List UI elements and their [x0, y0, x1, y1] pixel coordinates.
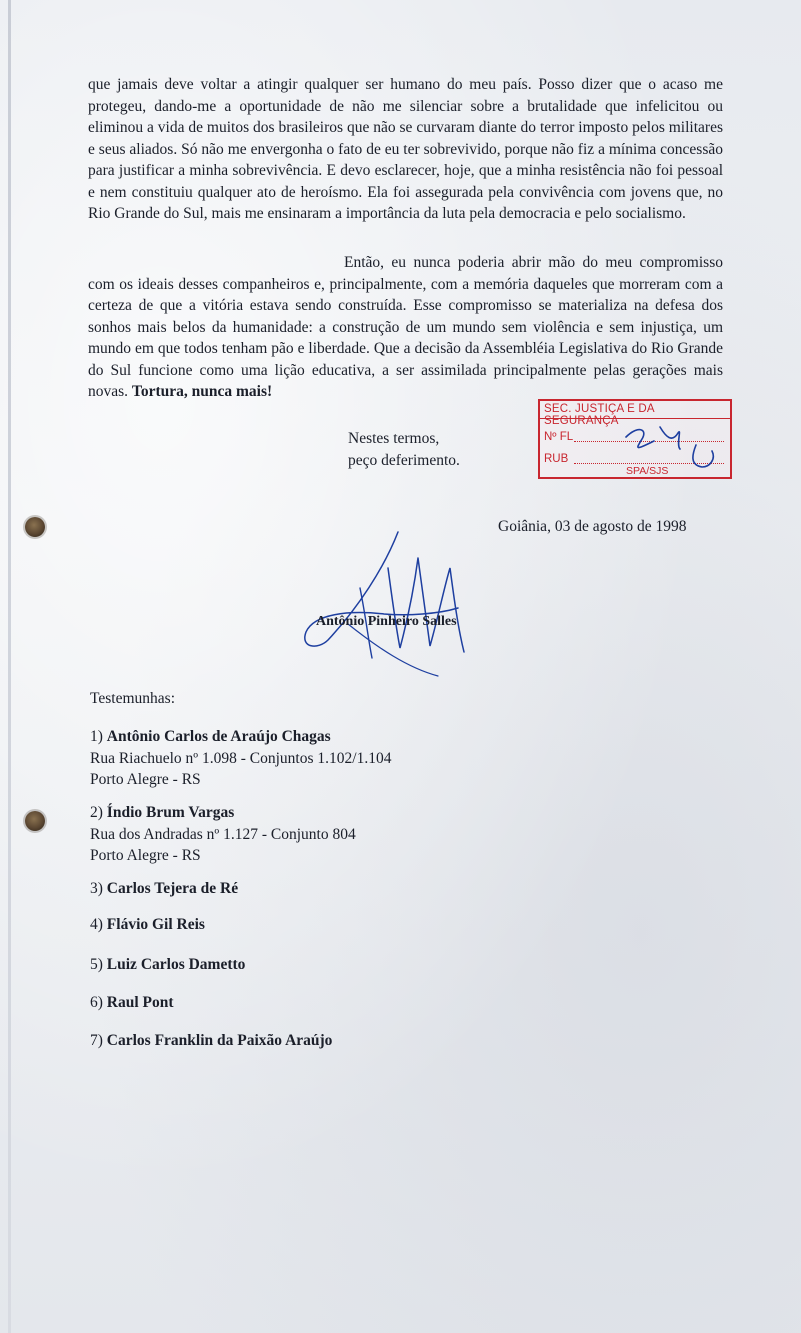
witness-7	[90, 1030, 332, 1052]
letter-paragraph-1: que jamais deve voltar a atingir qualquer ser humano do meu país. Posso dizer que o acaso me protegeu, dando-me a oportunidade de não me silenciar sobre a brutalidade que infelicitou ou eliminou a vida de muitos dos brasileiros que não se curvaram diante do terror imposto pelos militares e seus aliados. Só não me envergonha o fato de eu ter sobrevivido, porque não fiz a mínima concessão para justificar a minha sobrevivência. E devo esclarecer, hoje, que a minha resistência não foi pessoal e nem constituiu qualquer ato de heroísmo. Ela foi assegurada pela convivência com jovens que, no Rio Grande do Sul, mais me ensinaram a importância da luta pela democracia e pelo socialismo.	[88, 76, 723, 222]
witness-address-line-1: Rua Riachuelo nº 1.098 - Conjuntos 1.102/1.104	[90, 749, 392, 767]
binding-edge	[8, 0, 11, 1333]
stamp-handwritten-mark	[620, 415, 730, 471]
closing-line-1: Nestes termos,	[348, 430, 440, 447]
witness-name: Flávio Gil Reis	[106, 916, 205, 933]
closing-slogan: Tortura, nunca mais!	[131, 383, 273, 400]
punch-hole-bottom	[25, 811, 45, 831]
witness-name: Raul Pont	[106, 994, 174, 1011]
witness-number: 6)	[90, 994, 103, 1011]
closing-formula	[348, 428, 460, 471]
stamp-rub-label: RUB	[544, 453, 569, 465]
stamp-fl-label: Nº FL	[544, 431, 574, 443]
witness-name: Carlos Franklin da Paixão Araújo	[106, 1032, 333, 1049]
witness-number: 7)	[90, 1032, 103, 1049]
letter-date: Goiânia, 03 de agosto de 1998	[498, 518, 687, 535]
witness-3	[90, 878, 238, 900]
letter-paragraph-2	[88, 252, 723, 403]
witness-1	[90, 726, 391, 791]
witness-6	[90, 992, 174, 1014]
witness-address-line-2: Porto Alegre - RS	[90, 847, 201, 864]
witness-address-line-2: Porto Alegre - RS	[90, 771, 201, 788]
signer-name: Antônio Pinheiro Salles	[316, 614, 457, 629]
registry-stamp	[538, 399, 732, 479]
witness-number: 1)	[90, 728, 103, 745]
stamp-title: SEC. JUSTIÇA E DA SEGURANÇA	[544, 403, 655, 427]
witness-address-line-1: Rua dos Andradas nº 1.127 - Conjunto 804	[90, 825, 356, 843]
closing-line-2: peço deferimento.	[348, 451, 460, 469]
handwritten-signature	[288, 528, 488, 678]
witness-5	[90, 954, 245, 976]
witness-2	[90, 802, 356, 867]
witness-number: 3)	[90, 880, 103, 897]
witness-number: 2)	[90, 804, 103, 821]
witness-number: 5)	[90, 956, 103, 973]
letter-paragraph-2-text: Então, eu nunca poderia abrir mão do meu compromisso com os ideais desses companheiros e, principalmente, com a memória daqueles que morreram com a certeza de que a vitória estava sendo construída. Esse compromisso se materializa na defesa dos sonhos mais belos da humanidade: a construção de um mundo sem violência e sem injustiça, um mundo em que todos tenham pão e liberdade. Que a decisão da Assembléia Legislativa do Rio Grande do Sul funcione como uma lição educativa, a ser assimilada principalmente pelas gerações mais novas.	[88, 254, 723, 400]
witness-number: 4)	[90, 916, 103, 933]
witnesses-heading: Testemunhas:	[90, 690, 176, 707]
stamp-code: SPA/SJS	[626, 465, 669, 477]
punch-hole-top	[25, 517, 45, 537]
witness-name: Carlos Tejera de Ré	[106, 880, 239, 897]
witness-name: Luiz Carlos Dametto	[106, 956, 246, 973]
witness-name: Antônio Carlos de Araújo Chagas	[106, 728, 331, 745]
witness-name: Índio Brum Vargas	[106, 804, 235, 821]
witness-4	[90, 914, 205, 936]
